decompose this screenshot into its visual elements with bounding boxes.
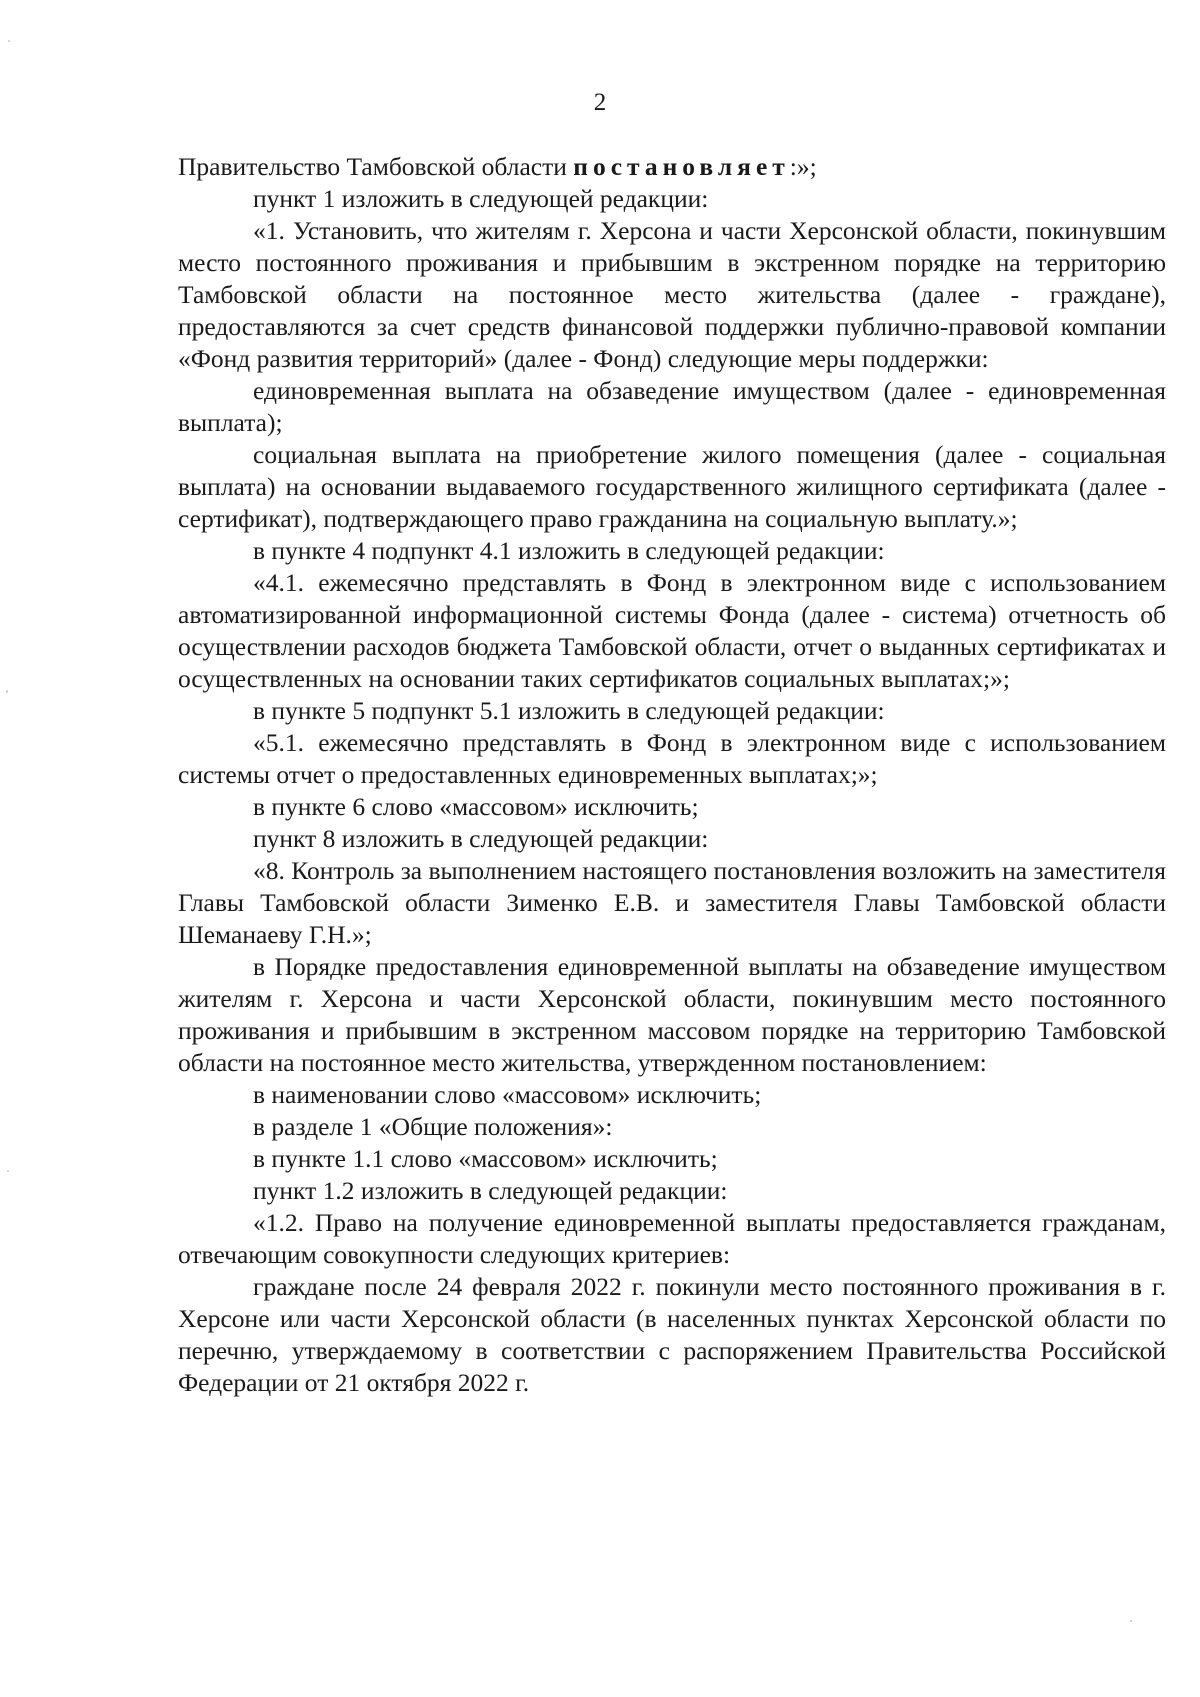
scan-speck — [1130, 1620, 1132, 1622]
paragraph-6: «4.1. ежемесячно представлять в Фонд в электронном виде с использованием автоматизированной информационной системы Фонда (далее - система) отчетность об осуществлении расходов бюджета Тамбовской области, отчет о выданных сертификатах и осуществленных на основании таких сертификатов социальных выплатах;»; — [178, 568, 1166, 693]
paragraph-17: «1.2. Право на получение единовременной выплаты предоставляется гражданам, отвечающим совокупности следующих критериев: — [178, 1208, 1166, 1269]
paragraph-9: в пункте 6 слово «массовом» исключить; — [253, 792, 699, 821]
paragraph-1: пункт 1 изложить в следующей редакции: — [253, 184, 709, 213]
paragraph-2: «1. Установить, что жителям г. Херсона и части Херсонской области, покинувшим место постоянного проживания и прибывшим в экстренном порядке на территорию Тамбовской области на постоянное место жительства (далее - граждане), предоставляются за счет средств финансовой поддержки публично-правовой компании «Фонд развития территорий» (далее - Фонд) следующие меры поддержки: — [178, 216, 1166, 373]
paragraph-8: «5.1. ежемесячно представлять в Фонд в электронном виде с использованием системы отчет о предоставленных единовременных выплатах;»; — [178, 728, 1166, 789]
paragraph-16: пункт 1.2 изложить в следующей редакции: — [253, 1176, 728, 1205]
paragraph-15: в пункте 1.1 слово «массовом» исключить; — [253, 1144, 718, 1173]
scan-speck — [7, 1170, 9, 1172]
paragraph-4: социальная выплата на приобретение жилого помещения (далее - социальная выплата) на основании выдаваемого государственного жилищного сертификата (далее - сертификат), подтверждающего право гражданина на социальную выплату.»; — [178, 440, 1166, 533]
page-number: 2 — [593, 89, 607, 116]
paragraph-18: граждане после 24 февраля 2022 г. покинули место постоянного проживания в г. Херсоне или части Херсонской области (в населенных пунктах Херсонской области по перечню, утверждаемому в соответствии с распоряжением Правительства Российской Федерации от 21 октября 2022 г. — [178, 1272, 1166, 1397]
opening-line-emphasis: постановляет — [573, 152, 790, 181]
opening-line-text: Правительство Тамбовской области — [178, 152, 574, 181]
paragraph-7: в пункте 5 подпункт 5.1 изложить в следующей редакции: — [253, 696, 885, 725]
opening-line-ending: :»; — [789, 152, 817, 181]
paragraph-12: в Порядке предоставления единовременной выплаты на обзаведение имуществом жителям г. Херсона и части Херсонской области, покинувшим место постоянного проживания и прибывшим в экстренном массовом порядке на территорию Тамбовской области на постоянное место жительства, утвержденном постановлением: — [178, 952, 1166, 1077]
paragraph-10: пункт 8 изложить в следующей редакции: — [253, 824, 709, 853]
scan-speck — [6, 690, 8, 693]
opening-line — [178, 151, 1166, 183]
paragraph-3: единовременная выплата на обзаведение имуществом (далее - единовременная выплата); — [178, 376, 1166, 437]
paragraph-14: в разделе 1 «Общие положения»: — [253, 1112, 613, 1141]
paragraph-13: в наименовании слово «массовом» исключить; — [253, 1080, 762, 1109]
scan-speck — [8, 40, 10, 42]
document-body — [178, 151, 1166, 1399]
paragraph-11: «8. Контроль за выполнением настоящего постановления возложить на заместителя Главы Тамбовской области Зименко Е.В. и заместителя Главы Тамбовской области Шеманаеву Г.Н.»; — [178, 856, 1166, 949]
paragraph-5: в пункте 4 подпункт 4.1 изложить в следующей редакции: — [253, 536, 885, 565]
